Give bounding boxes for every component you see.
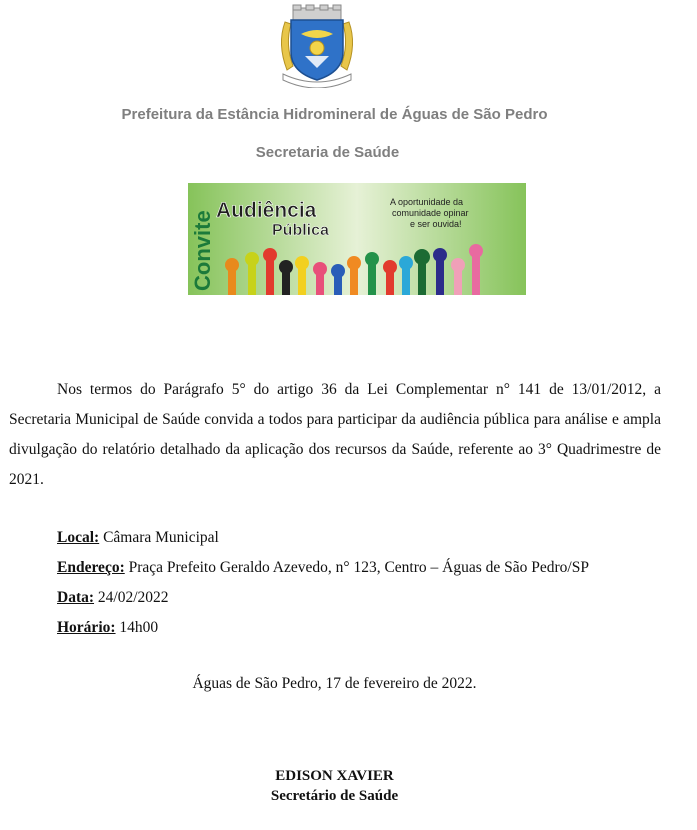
detail-row-time [57, 613, 589, 643]
event-details [57, 523, 589, 643]
department-title: Secretaria de Saúde [255, 144, 400, 161]
invitation-paragraph [9, 375, 661, 495]
detail-row-date [57, 583, 589, 613]
detail-value: 14h00 [119, 619, 159, 636]
place-and-date: Águas de São Pedro, 17 de fevereiro de 2022. [192, 675, 477, 692]
detail-row-address [57, 553, 589, 583]
municipality-title: Prefeitura da Estância Hidromineral de Águas de São Pedro [121, 106, 548, 123]
detail-value: Praça Prefeito Geraldo Azevedo, n° 123, Centro – Águas de São Pedro/SP [128, 559, 589, 576]
detail-label: Data: [57, 589, 95, 606]
banner-tagline-line1: A oportunidade da [390, 197, 464, 207]
detail-label: Local: [57, 529, 100, 546]
municipal-crest-icon [275, 4, 359, 88]
banner-tagline-line2: comunidade opinar [392, 208, 469, 218]
invitation-text: Nos termos do Parágrafo 5° do artigo 36 da Lei Complementar n° 141 de 13/01/2012, a Secretaria Municipal de Saúde convida a todos para participar da audiência pública para análise e ampla divulgação do relatório detalhado da aplicação dos recursos da Saúde, referente ao 3° Quadrimestre de 2021. [9, 381, 661, 488]
detail-label: Horário: [57, 619, 116, 636]
detail-row-local [57, 523, 589, 553]
detail-label: Endereço: [57, 559, 125, 576]
banner-tagline-line3: e ser ouvida! [410, 219, 462, 229]
signer-role: Secretário de Saúde [270, 788, 399, 804]
banner-convite: Convite [190, 210, 215, 291]
signature-block [0, 766, 669, 806]
detail-value: Câmara Municipal [103, 529, 219, 546]
signer-name: EDISON XAVIER [275, 768, 394, 784]
banner-title-line2: Pública [272, 222, 329, 239]
public-hearing-banner [188, 183, 526, 295]
banner-title-line1: Audiência [216, 199, 317, 222]
detail-value: 24/02/2022 [97, 589, 169, 606]
